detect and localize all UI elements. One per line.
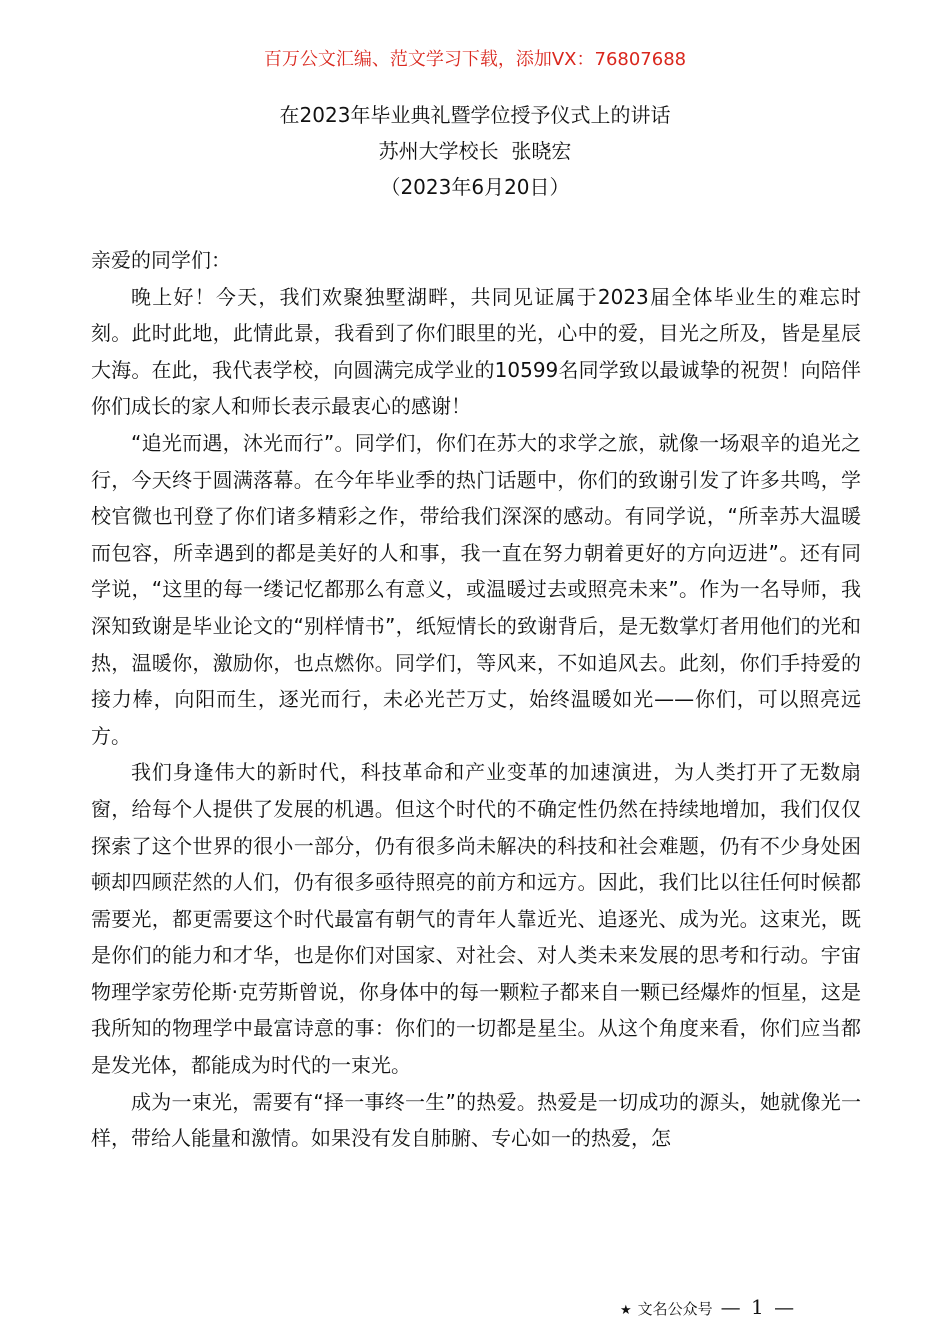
watermark-banner: 百万公文汇编、范文学习下载，添加VX：76807688	[263, 49, 687, 70]
paragraph-2: “追光而遇，沐光而行”。同学们，你们在苏大的求学之旅，就像一场艰辛的追光之行，今天终于圆满落幕。在今年毕业季的热门话题中，你们的致谢引发了许多共鸣，学校官微也刊登了你们诸多精彩之作，带给我们深深的感动。有同学说，“所幸苏大温暖而包容，所幸遇到的都是美好的人和事，我一直在努力朝着更好的方向迈进”。还有同学说，“这里的每一缕记忆都那么有意义，或温暖过去或照亮未来”。作为一名导师，我深知致谢是毕业论文的“别样情书”，纸短情长的致谢背后，是无数掌灯者用他们的光和热，温暖你，激励你，也点燃你。同学们，等风来，不如追风去。此刻，你们手持爱的接力棒，向阳而生，逐光而行，未必光芒万丈，始终温暖如光——你们，可以照亮远方。	[91, 430, 861, 748]
page-number: — 1 —	[720, 1295, 797, 1319]
paragraph-4: 成为一束光，需要有“择一事终一生”的热爱。热爱是一切成功的源头，她就像光一样，带给人能量和激情。如果没有发自肺腑、专心如一的热爱，怎	[91, 1089, 861, 1151]
speech-author: 苏州大学校长 张晓宏	[378, 139, 572, 163]
footer-label: 文名公众号	[637, 1300, 713, 1318]
paragraph-3: 我们身逢伟大的新时代，科技革命和产业变革的加速演进，为人类打开了无数扇窗，给每个人提供了发展的机遇。但这个时代的不确定性仍然在持续地增加，我们仅仅探索了这个世界的很小一部分，仍有很多尚未解决的科技和社会难题，仍有不少身处困顿却四顾茫然的人们，仍有很多亟待照亮的前方和远方。因此，我们比以往任何时候都需要光，都更需要这个时代最富有朝气的青年人靠近光、追逐光、成为光。这束光，既是你们的能力和才华，也是你们对国家、对社会、对人类未来发展的思考和行动。宇宙物理学家劳伦斯·克劳斯曾说，你身体中的每一颗粒子都来自一颗已经爆炸的恒星，这是我所知的物理学中最富诗意的事：你们的一切都是星尘。从这个角度来看，你们应当都是发光体，都能成为时代的一束光。	[91, 760, 861, 1078]
paragraph-1: 晚上好！今天，我们欢聚独墅湖畔，共同见证属于2023届全体毕业生的难忘时刻。此时此地，此情此景，我看到了你们眼里的光，心中的爱，目光之所及，皆是星辰大海。在此，我代表学校，向圆满完成学业的10599名同学致以最诚挚的祝贺！向陪伴你们成长的家人和师长表示最衷心的感谢！	[91, 284, 861, 419]
speech-body	[91, 242, 861, 1157]
speech-date: （2023年6月20日）	[380, 175, 570, 199]
speech-title: 在2023年毕业典礼暨学位授予仪式上的讲话	[279, 103, 671, 127]
star-icon: ★	[620, 1303, 632, 1318]
salutation: 亲爱的同学们：	[91, 248, 231, 272]
page-footer	[620, 1296, 796, 1322]
speech-header	[0, 97, 950, 205]
